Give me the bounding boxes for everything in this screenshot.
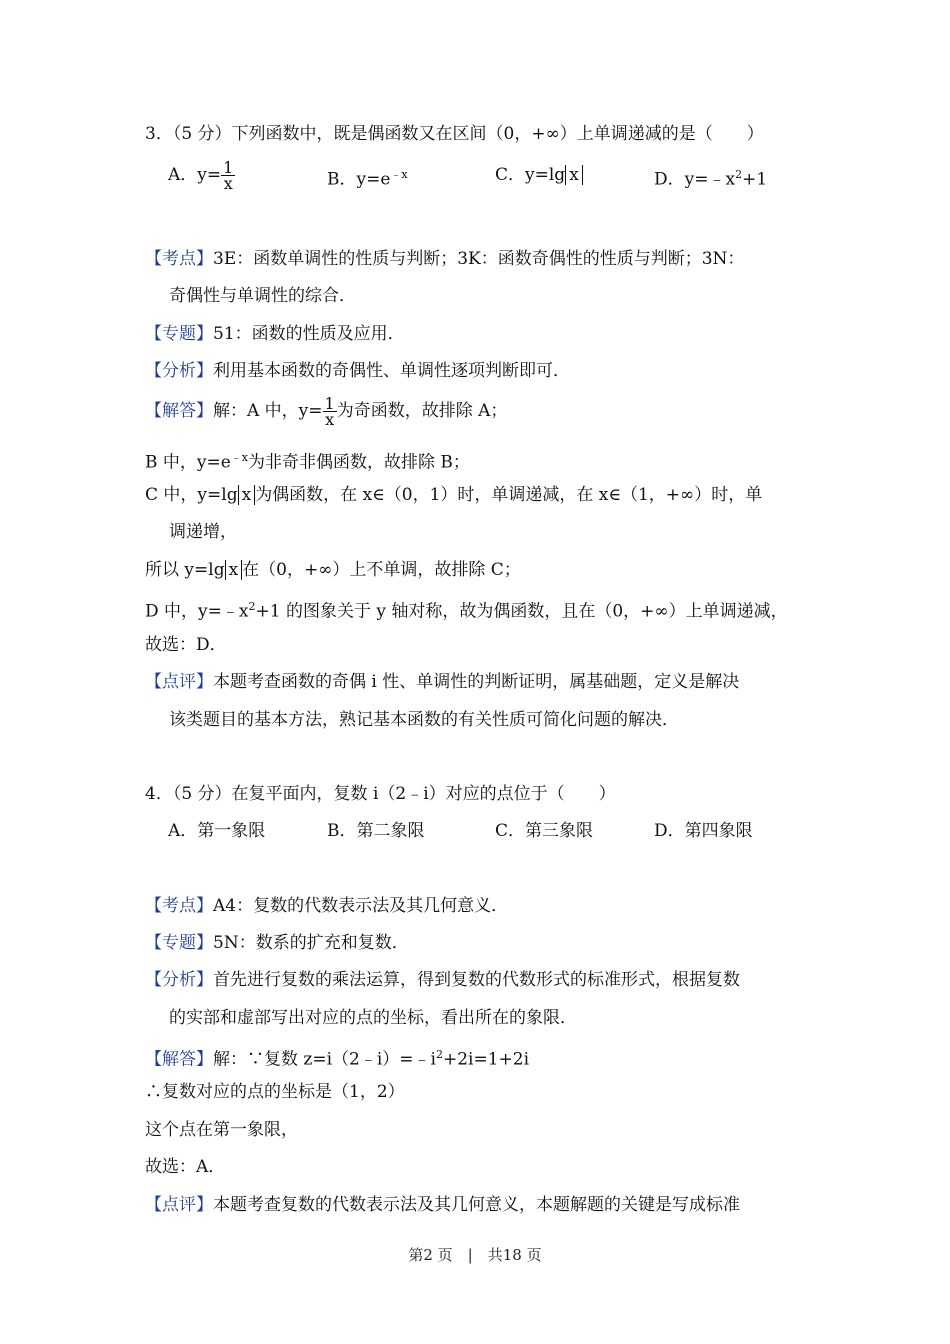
zhuanti-tag: 【专题】 [145, 933, 213, 953]
q4-fenxi [145, 968, 740, 992]
kaodian-tag: 【考点】 [145, 249, 213, 269]
line-d-post: +1 的图象关于 y 轴对称，故为偶函数，且在（0，+∞）上单调递减， [255, 601, 788, 622]
q4-line-4: 故选：A． [145, 1157, 226, 1177]
q4-dianping [145, 1193, 740, 1217]
q4-option-c: C．第三象限 [495, 821, 594, 841]
q3-dianping [145, 670, 739, 694]
option-b-sup: ﹣x [390, 168, 408, 181]
q3-option-b [327, 163, 408, 192]
zhuanti-tag: 【专题】 [145, 324, 213, 344]
fenxi-text: 首先进行复数的乘法运算，得到复数的代数形式的标准形式，根据复数 [213, 970, 740, 990]
zhuanti-text: 51：函数的性质及应用． [213, 324, 405, 344]
line-so-post: 在（0，+∞）上不单调，故排除 C； [242, 560, 521, 580]
dianping-tag: 【点评】 [145, 672, 213, 692]
q3-line-c [145, 483, 762, 507]
q4-option-d: D．第四象限 [654, 821, 753, 841]
q3-kaodian [145, 247, 744, 271]
q4-option-b: B．第二象限 [327, 821, 425, 841]
q3-option-c [495, 163, 583, 187]
jieda-text: 解：A 中，y= [213, 401, 323, 421]
fenxi-tag: 【分析】 [145, 361, 213, 381]
dianping-tag: 【点评】 [145, 1195, 213, 1215]
q3-dianping-cont: 该类题目的基本方法，熟记基本函数的有关性质可简化问题的解决． [169, 710, 679, 730]
zhuanti-text: 5N：数系的扩充和复数． [213, 933, 409, 953]
frac-denominator: x [223, 174, 233, 193]
q4-fenxi-cont: 的实部和虚部写出对应的点的坐标，看出所在的象限． [169, 1008, 577, 1028]
jieda-tag: 【解答】 [145, 401, 213, 421]
line-so-text: 所以 y=lg [145, 560, 225, 580]
q3-option-d [654, 163, 767, 192]
option-c-text: C．y=lg [495, 165, 566, 185]
q3-kaodian-cont: 奇偶性与单调性的综合． [169, 286, 356, 306]
option-d-text: D．y=﹣x [654, 169, 736, 190]
q4-kaodian [145, 894, 508, 918]
option-b-text: B．y=e [327, 169, 391, 190]
dianping-text: 本题考查复数的代数表示法及其几何意义，本题解题的关键是写成标准 [213, 1195, 740, 1215]
option-a-label: A． [168, 165, 198, 185]
frac-denominator: x [325, 410, 335, 429]
line-d-text: D 中，y=﹣x [145, 601, 249, 622]
q3-jieda [145, 396, 507, 427]
jieda-tag: 【解答】 [145, 1049, 213, 1070]
kaodian-text: 3E：函数单调性的性质与判断；3K：函数奇偶性的性质与判断；3N： [213, 249, 745, 269]
line-so-abs: x [225, 560, 243, 580]
q4-line-3: 这个点在第一象限， [145, 1120, 298, 1140]
q4-stem: 4．（5 分）在复平面内，复数 i（2﹣i）对应的点位于（ ） [145, 784, 616, 804]
option-c-abs: x [565, 165, 583, 185]
kaodian-text: A4：复数的代数表示法及其几何意义． [213, 896, 509, 916]
line-c-abs: x [238, 485, 256, 505]
jieda-text: 解：∵复数 z=i（2﹣i）=﹣i [213, 1049, 436, 1070]
line-b-text: B 中，y=e [145, 452, 231, 473]
kaodian-tag: 【考点】 [145, 896, 213, 916]
option-a-expr: y= [197, 165, 222, 185]
line-b-sup: ﹣x [230, 451, 249, 464]
line-c-post: 为偶函数，在 x∈（0，1）时，单调递减，在 x∈（1，+∞）时，单 [255, 485, 763, 505]
q3-guxuan: 故选：D． [145, 635, 227, 655]
frac-numerator: 1 [324, 394, 335, 413]
q4-zhuanti [145, 931, 409, 955]
frac-numerator: 1 [223, 158, 234, 177]
q4-option-a: A．第一象限 [168, 821, 266, 841]
q3-zhuanti [145, 322, 405, 346]
q3-line-d [145, 595, 788, 624]
dianping-text: 本题考查函数的奇偶 i 性、单调性的判断证明，属基础题，定义是解决 [213, 672, 740, 692]
page-footer: 第2 页 | 共18 页 [408, 1246, 542, 1264]
option-d-post: +1 [742, 169, 768, 190]
jieda-sup: 2 [435, 1048, 443, 1061]
jieda-post: +2i=1+2i [442, 1049, 530, 1070]
option-d-sup: 2 [735, 168, 743, 181]
q4-jieda [145, 1043, 529, 1072]
line-c-text: C 中，y=lg [145, 485, 238, 505]
q4-line-2: ∴复数对应的点的坐标是（1，2） [145, 1082, 405, 1102]
q3-line-c-cont: 调递增， [169, 522, 237, 542]
line-d-sup: 2 [248, 600, 256, 613]
q3-option-a [168, 160, 235, 191]
q3-stem: 3．（5 分）下列函数中，既是偶函数又在区间（0，+∞）上单调递减的是（ ） [145, 124, 764, 144]
q3-line-so [145, 558, 521, 582]
fenxi-tag: 【分析】 [145, 970, 213, 990]
q3-fenxi [145, 359, 570, 383]
fenxi-text: 利用基本函数的奇偶性、单调性逐项判断即可． [213, 361, 570, 381]
jieda-post: 为奇函数，故排除 A； [336, 401, 508, 421]
option-a-fraction [221, 160, 235, 191]
line-b-post: 为非奇非偶函数，故排除 B； [248, 452, 470, 473]
q3-line-b [145, 446, 470, 475]
jieda-fraction [323, 396, 337, 427]
